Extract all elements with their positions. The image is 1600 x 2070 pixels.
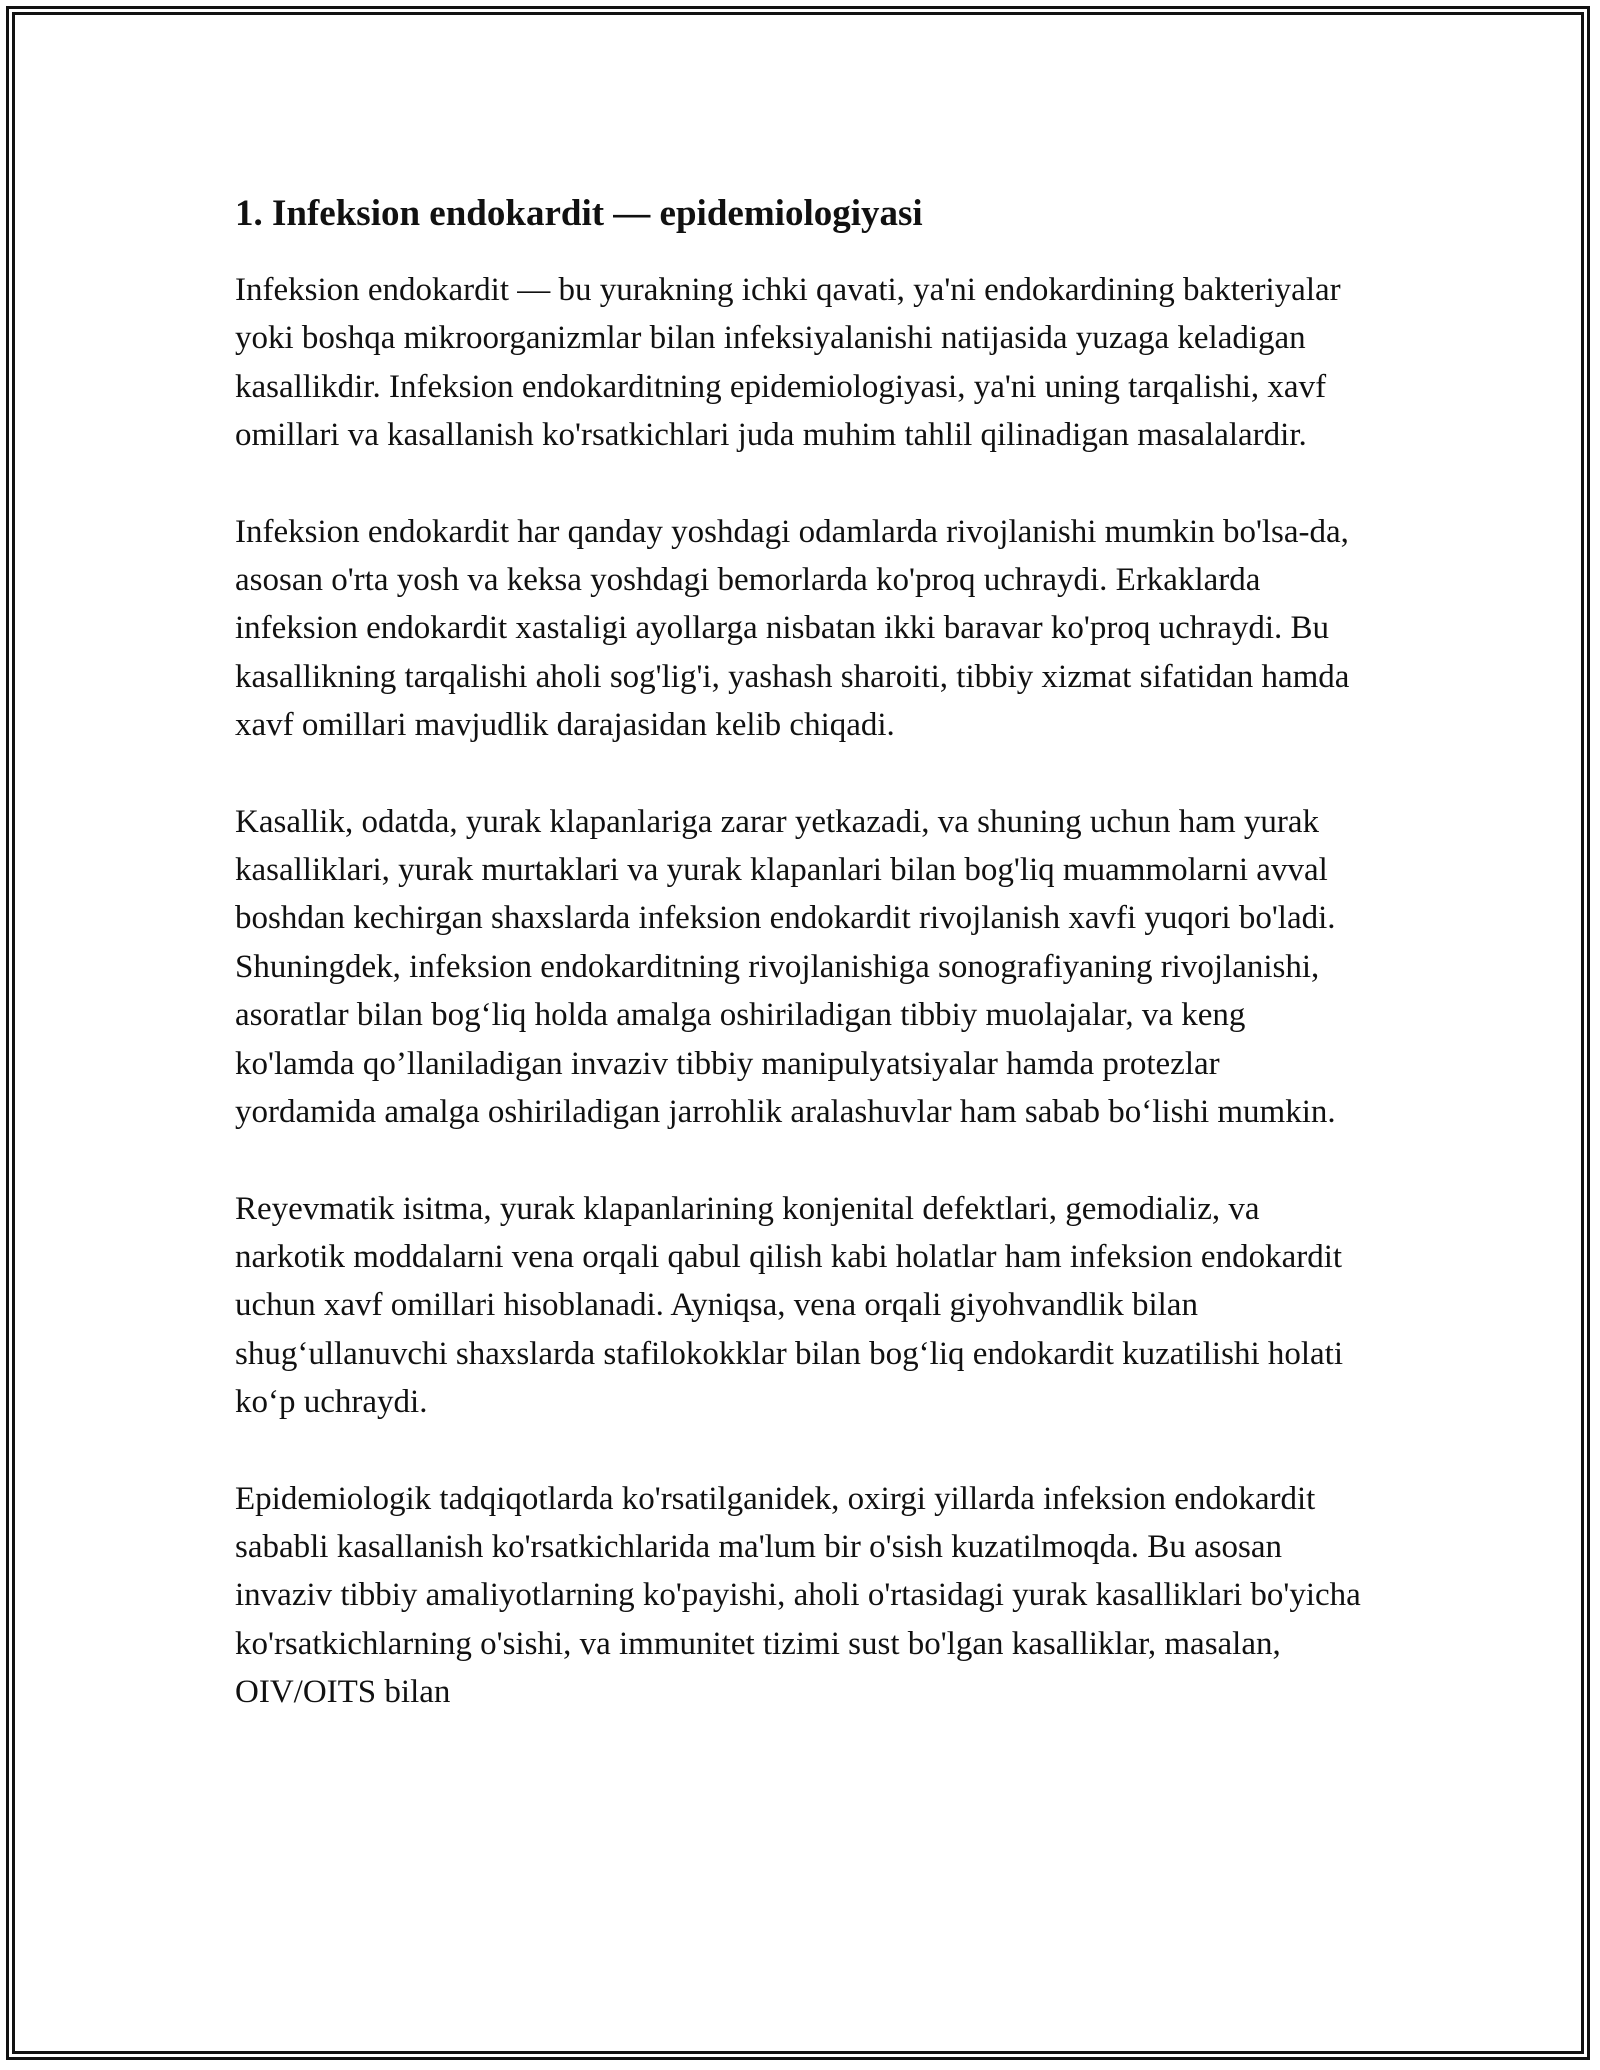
paragraph-epidemiology-trends: Epidemiologik tadqiqotlarda ko'rsatilganidek, oxirgi yillarda infeksion endokardit sababli kasallanish ko'rsatkichlarida ma'lum bir o'sish kuzatilmoqda. Bu asosan invaziv tibbiy amaliyotlarning ko'payishi, aholi o'rtasidagi yurak kasalliklari bo'yicha ko'rsatkichlarning o'sishi, va immunitet tizimi sust bo'lgan kasalliklar, masalan, OIV/OITS bilan xyxy=(235,1480,1361,1711)
section-heading: 1. Infeksion endokardit — epidemiologiyasi xyxy=(235,193,923,234)
paragraph-intro: Infeksion endokardit — bu yurakning ichki qavati, ya'ni endokardining bakteriyalar yoki boshqa mikroorganizmlar bilan infeksiyalanishi natijasida yuzaga keladigan kasallikdir. Infeksion endokarditning epidemiologiyasi, ya'ni uning tarqalishi, xavf omillari va kasallanish ko'rsatkichlari juda muhim tahlil qilinadigan masalalardir. xyxy=(235,272,1341,454)
document-body xyxy=(235,188,1365,1717)
paragraph-valve-risk: Kasallik, odatda, yurak klapanlariga zarar yetkazadi, va shuning uchun ham yurak kasalliklari, yurak murtaklari va yurak klapanlari bilan bog'liq muammolarni avval boshdan kechirgan shaxslarda infeksion endokardit rivojlanish xavfi yuqori bo'ladi. Shuningdek, infeksion endokarditning rivojlanishiga sonografiyaning rivojlanishi, asoratlar bilan bog‘liq holda amalga oshiriladigan tibbiy muolajalar, va keng ko'lamda qo’llaniladigan invaziv tibbiy manipulyatsiyalar hamda protezlar yordamida amalga oshiriladigan jarrohlik aralashuvlar ham sabab bo‘lishi mumkin. xyxy=(235,803,1336,1131)
paragraph-age-sex: Infeksion endokardit har qanday yoshdagi odamlarda rivojlanishi mumkin bo'lsa-da, asosan o'rta yosh va keksa yoshdagi bemorlarda ko'proq uchraydi. Erkaklarda infeksion endokardit xastaligi ayollarga nisbatan ikki baravar ko'proq uchraydi. Bu kasallikning tarqalishi aholi sog'lig'i, yashash sharoiti, tibbiy xizmat sifatidan hamda xavf omillari mavjudlik darajasidan kelib chiqadi. xyxy=(235,513,1350,744)
paragraph-risk-factors: Reyevmatik isitma, yurak klapanlarining konjenital defektlari, gemodializ, va narkotik moddalarni vena orqali qabul qilish kabi holatlar ham infeksion endokardit uchun xavf omillari hisoblanadi. Ayniqsa, vena orqali giyohvandlik bilan shug‘ullanuvchi shaxslarda stafilokokklar bilan bog‘liq endokardit kuzatilishi holati ko‘p uchraydi. xyxy=(235,1190,1344,1421)
